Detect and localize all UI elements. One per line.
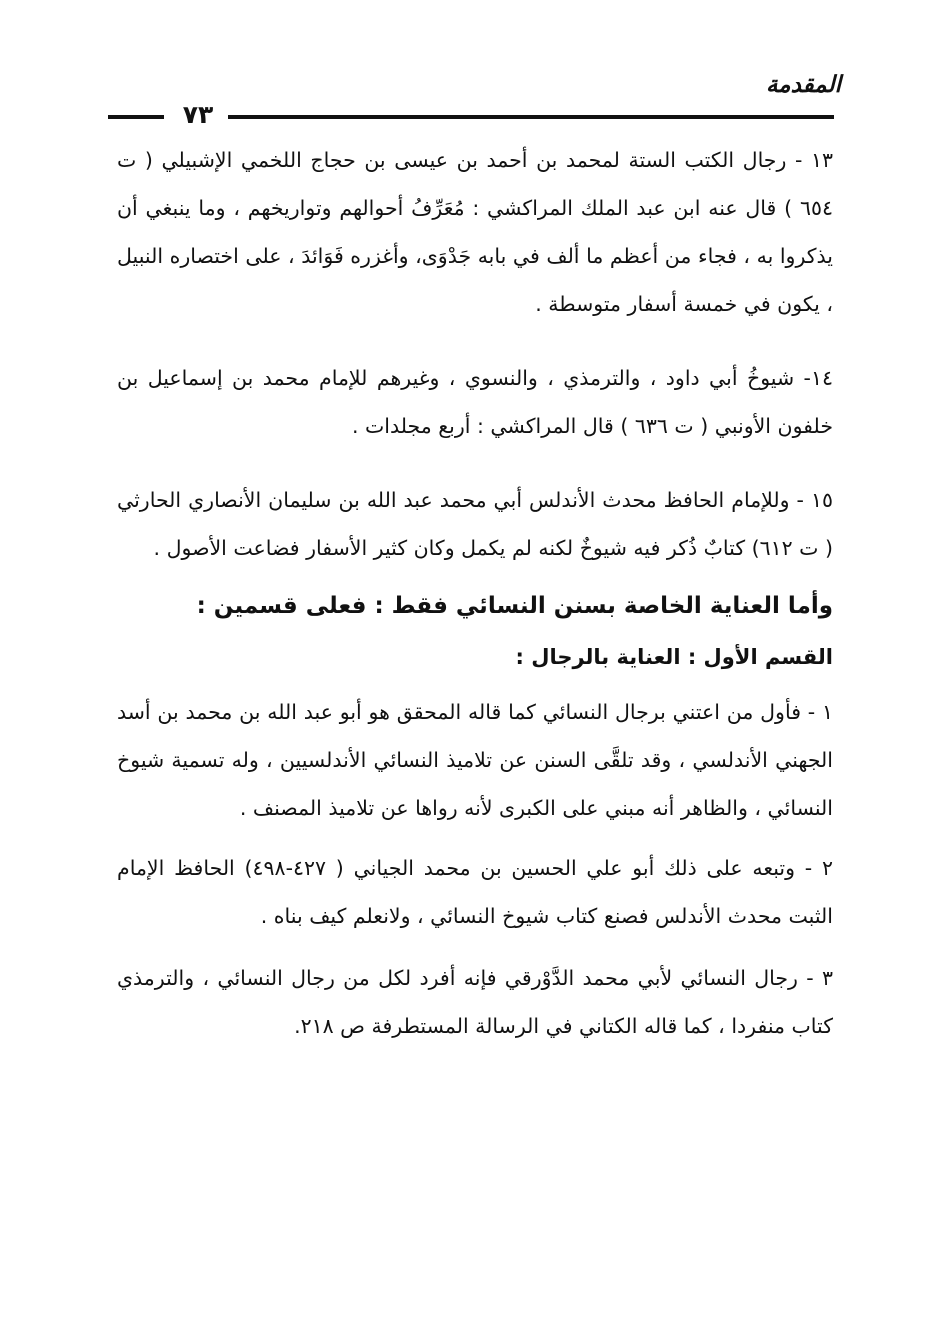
page-number: ٧٣ — [182, 100, 214, 129]
header-rule-left — [108, 115, 164, 119]
section-heading: وأما العناية الخاصة بسنن النسائي فقط : فعلى قسمين : — [196, 593, 833, 619]
paragraph-1: ١ - فأول من اعتني برجال النسائي كما قاله المحقق هو أبو عبد الله بن محمد بن أسد الجهني الأندلسي ، وقد تلقَّى السنن عن تلاميذ النسائي الأندلسيين ، وله تسمية شيوخ النسائي ، والظاهر أنه مبني على الكبرى لأنه رواها عن تلاميذ المصنف . — [117, 700, 833, 820]
subsection-heading: القسم الأول : العناية بالرجال : — [515, 645, 833, 669]
page-body — [117, 136, 833, 1050]
paragraph-2: ٢ - وتبعه على ذلك أبو علي الحسين بن محمد الجياني ( ٤٢٧-٤٩٨) الحافظ الإمام الثبت محدث الأندلس فصنع كتاب شيوخ النسائي ، ولانعلم كيف بناه . — [117, 856, 833, 928]
header-rule-right — [228, 115, 834, 119]
paragraph-3: ٣ - رجال النسائي لأبي محمد الدَّوْرقي فإنه أفرد لكل من رجال النسائي ، والترمذي كتاب منفردا ، كما قاله الكتاني في الرسالة المستطرفة ص ٢١٨. — [117, 966, 833, 1038]
page-header-rule — [108, 102, 834, 128]
paragraph-14: ١٤- شيوخُ أبي داود ، والترمذي ، والنسوي ، وغيرهم للإمام محمد بن إسماعيل بن خلفون الأونبي ( ت ٦٣٦ ) قال المراكشي : أربع مجلدات . — [117, 366, 833, 438]
running-title: المقدمة — [765, 72, 841, 98]
paragraph-15: ١٥ - وللإمام الحافظ محدث الأندلس أبي محمد عبد الله بن سليمان الأنصاري الحارثي ( ت ٦١٢) كتابٌ ذُكر فيه شيوخٌ لكنه لم يكمل وكان كثير الأسفار فضاعت الأصول . — [117, 488, 833, 560]
paragraph-13: ١٣ - رجال الكتب الستة لمحمد بن أحمد بن عيسى بن حجاج اللخمي الإشبيلي ( ت ٦٥٤ ) قال عنه ابن عبد الملك المراكشي : مُعَرِّفُ أحوالهم وتواريخهم ، وما ينبغي أن يذكروا به ، فجاء من أعظم ما ألف في بابه جَدْوَى، وأغزره فَوَائدَ ، على اختصاره النبيل ، يكون في خمسة أسفار متوسطة . — [117, 148, 833, 316]
